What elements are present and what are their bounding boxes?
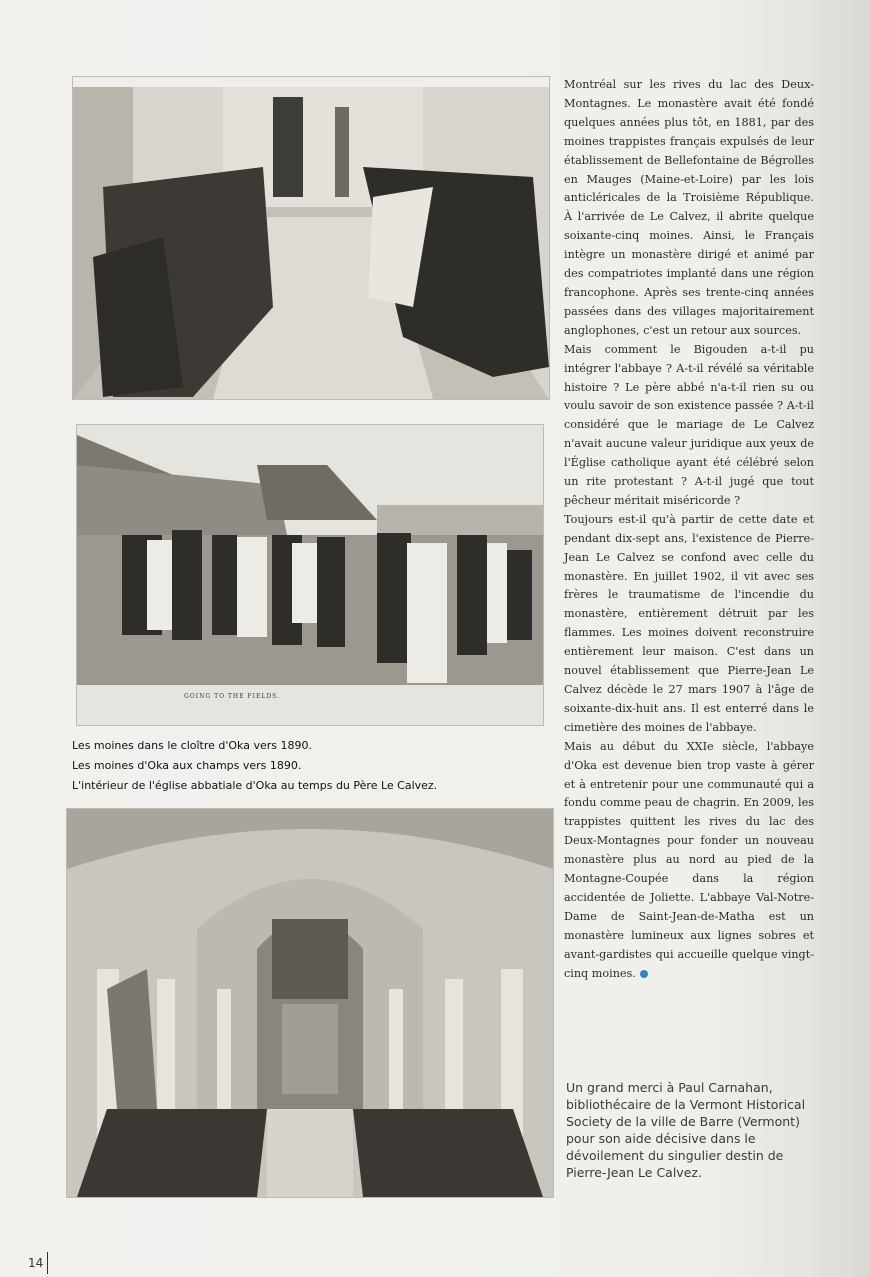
article-paragraph-last bbox=[564, 738, 814, 984]
page-number: 14 bbox=[28, 1256, 44, 1270]
photo-captions bbox=[72, 736, 542, 796]
photo-church-interior bbox=[66, 808, 554, 1198]
caption-church: L'intérieur de l'église abbatiale d'Oka au temps du Père Le Calvez. bbox=[72, 779, 438, 792]
page-folio bbox=[28, 1252, 48, 1274]
photo-inline-caption: GOING TO THE FIELDS. bbox=[184, 693, 280, 700]
caption-cloister: Les moines dans le cloître d'Oka vers 1890. bbox=[72, 739, 312, 752]
article-paragraph: Montréal sur les rives du lac des Deux-Montagnes. Le monastère avait été fondé quelques années plus tôt, en 1881, par des moines trappistes français expulsés de leur établissement de Bellefontaine de Bégrolles en Mauges (Maine-et-Loire) par les lois anticléricales de la Troisième République. À l'arrivée de Le Calvez, il abrite quelque soixante-cinq moines. Ainsi, le Français intègre un monastère dirigé et animé par des compatriotes implanté dans une région francophone. Après ses trente-cinq années passées dans des villages majoritairement anglophones, c'est un retour aux sources. bbox=[564, 78, 814, 337]
article-paragraph: Toujours est-il qu'à partir de cette date et pendant dix-sept ans, l'existence de Pierre-Jean Le Calvez se confond avec celle du monastère. En juillet 1902, il vit avec ses frères le traumatisme de l'incendie du monastère, entièrement détruit par les flammes. Les moines doivent reconstruire entièrement leur maison. C'est dans un nouvel établissement que Pierre-Jean Le Calvez décède le 27 mars 1907 à l'âge de soixante-dix-huit ans. Il est enterré dans le cimetière des moines de l'abbaye. bbox=[564, 512, 814, 734]
article-paragraph-text: Mais au début du XXIe siècle, l'abbaye d'Oka est devenue bien trop vaste à gérer et à entretenir pour une communauté qui a fondu comme peau de chagrin. En 2009, les trappistes quittent les rives du lac des Deux-Montagnes pour fonder un nouveau monastère plus au nord au pied de la Montagne-Coupée dans la région accidentée de Joliette. L'abbaye Val-Notre-Dame de Saint-Jean-de-Matha est un monastère lumineux aux lignes sobres et avant-gardistes qui accueille quelque vingt-cinq moines. bbox=[564, 739, 814, 980]
acknowledgement-note: Un grand merci à Paul Carnahan, bibliothécaire de la Vermont Historical Society de la ville de Barre (Vermont) pour son aide décisive dans le dévoilement du singulier destin de Pierre-Jean Le Calvez. bbox=[566, 1080, 806, 1180]
article-text-column bbox=[564, 76, 814, 984]
folio-divider bbox=[47, 1252, 48, 1274]
end-of-article-mark-icon bbox=[640, 970, 648, 978]
photo-monks-in-fields bbox=[76, 424, 544, 726]
article-paragraph: Mais comment le Bigouden a-t-il pu intégrer l'abbaye ? A-t-il révélé sa véritable histoire ? Le père abbé n'a-t-il rien su ou voulu savoir de son existence passée ? A-t-il considéré que le mariage de Le Calvez n'avait aucune valeur juridique aux yeux de l'Église catholique ayant été célébré selon un rite protestant ? A-t-il jugé que tout pêcheur méritait miséricorde ? bbox=[564, 342, 814, 507]
photo-cloister-monks bbox=[72, 76, 550, 400]
caption-fields: Les moines d'Oka aux champs vers 1890. bbox=[72, 759, 302, 772]
